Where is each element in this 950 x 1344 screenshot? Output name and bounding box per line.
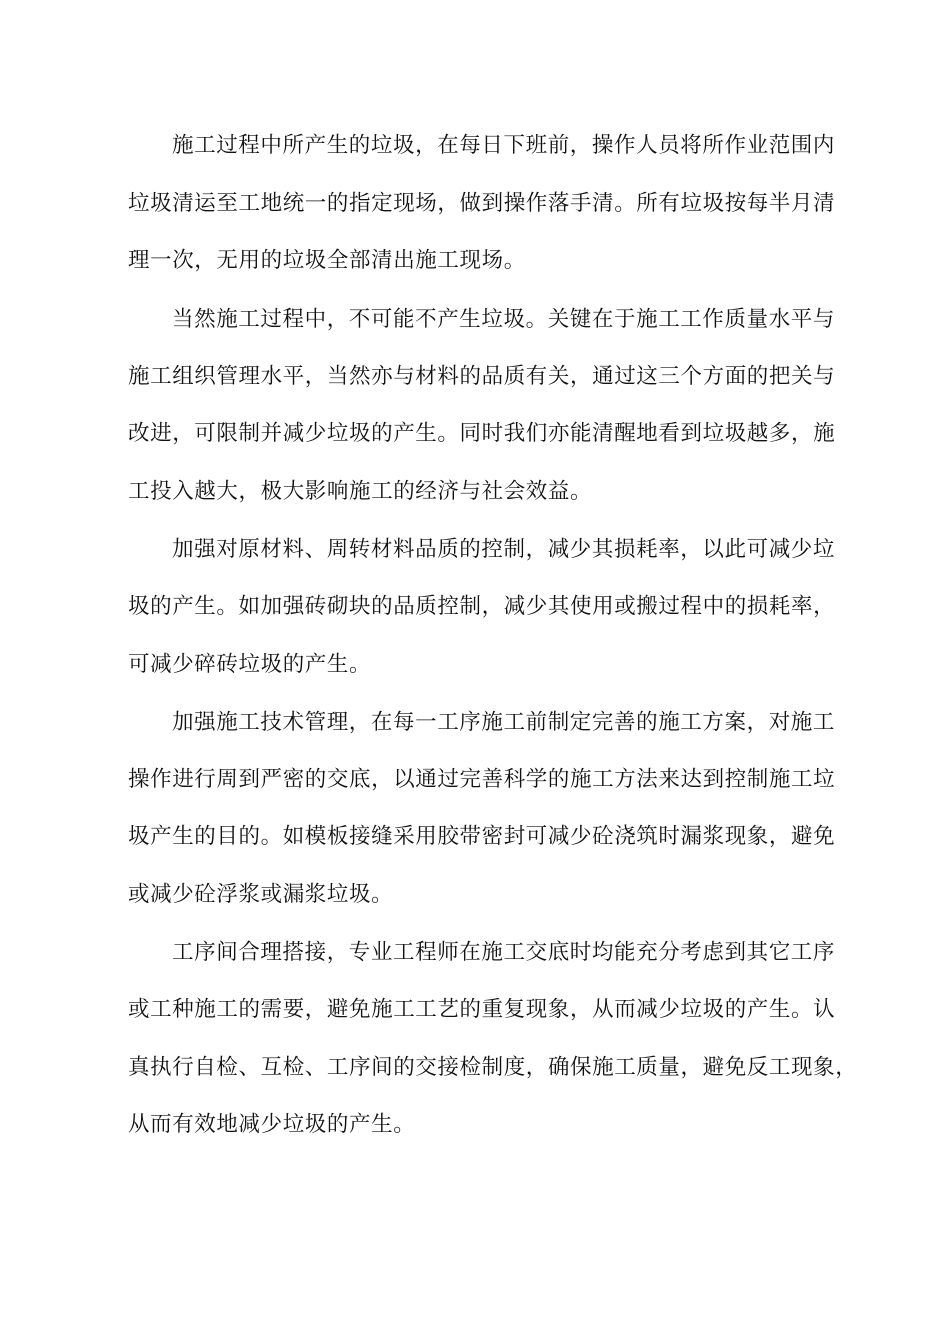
paragraph-1-line-3: 理一次，无用的垃圾全部清出施工现场。 <box>128 248 526 273</box>
paragraph-5-line-2: 或工种施工的需要，避免施工工艺的重复现象，从而减少垃圾的产生。认 <box>128 997 836 1022</box>
paragraph-4-line-1: 加强施工技术管理，在每一工序施工前制定完善的施工方案，对施工 <box>172 710 836 735</box>
paragraph-5-line-4: 从而有效地减少垃圾的产生。 <box>128 1112 416 1137</box>
paragraph-3-line-3: 可减少碎砖垃圾的产生。 <box>128 652 372 677</box>
paragraph-2-line-1: 当然施工过程中，不可能不产生垃圾。关键在于施工工作质量水平与 <box>172 307 836 332</box>
paragraph-1-line-2: 垃圾清运至工地统一的指定现场，做到操作落手清。所有垃圾按每半月清 <box>128 191 836 216</box>
paragraph-5-line-1: 工序间合理搭接，专业工程师在施工交底时均能充分考虑到其它工序 <box>172 940 836 965</box>
paragraph-5-line-3: 真执行自检、互检、工序间的交接检制度，确保施工质量，避免反工现象， <box>128 1055 858 1080</box>
paragraph-3-line-1: 加强对原材料、周转材料品质的控制，减少其损耗率，以此可减少垃 <box>172 537 836 562</box>
paragraph-4-line-2: 操作进行周到严密的交底，以通过完善科学的施工方法来达到控制施工垃 <box>128 767 836 792</box>
paragraph-3-line-2: 圾的产生。如加强砖砌块的品质控制，减少其使用或搬过程中的损耗率， <box>128 594 836 619</box>
paragraph-2-line-2: 施工组织管理水平，当然亦与材料的品质有关，通过这三个方面的把关与 <box>128 364 836 389</box>
paragraph-2-line-4: 工投入越大，极大影响施工的经济与社会效益。 <box>128 479 593 504</box>
paragraph-4-line-4: 或减少砼浮浆或漏浆垃圾。 <box>128 882 394 907</box>
paragraph-1-line-1: 施工过程中所产生的垃圾，在每日下班前，操作人员将所作业范围内 <box>172 133 836 158</box>
paragraph-2-line-3: 改进，可限制并减少垃圾的产生。同时我们亦能清醒地看到垃圾越多，施 <box>128 421 836 446</box>
paragraph-4-line-3: 圾产生的目的。如模板接缝采用胶带密封可减少砼浇筑时漏浆现象，避免 <box>128 824 836 849</box>
